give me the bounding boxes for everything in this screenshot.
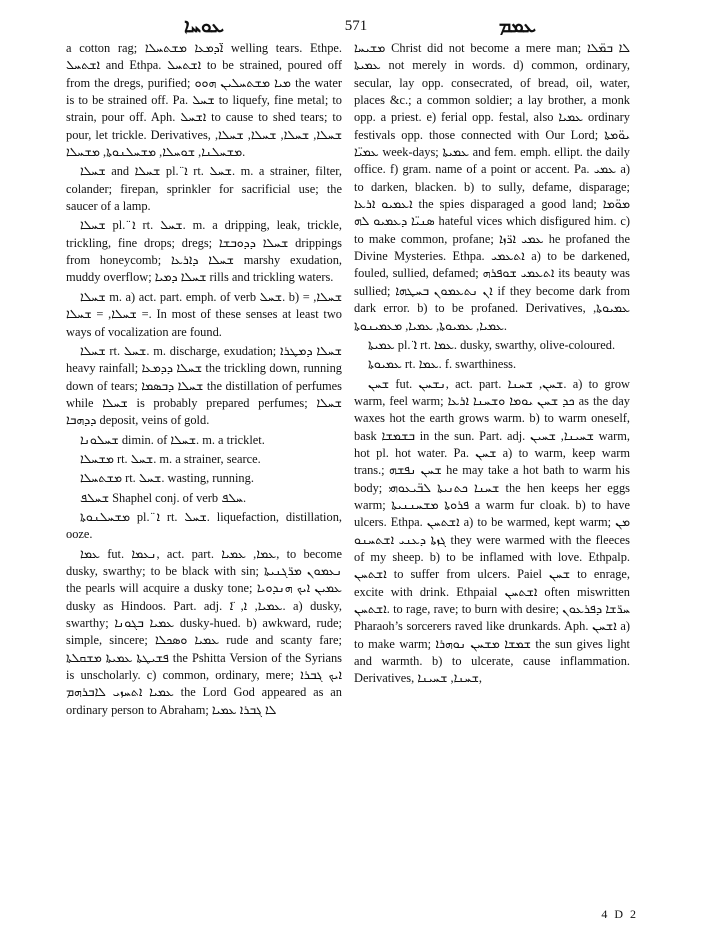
dictionary-entry: ܫܚܠܐ pl. ̈ܐ rt. ܫܚܠ. m. a dripping, leak, trickle, trickling, fine drops; dregs; ܫܚܠܐ ܕܕܘܒܫܐ drippings from honeycomb; ܫܚܠܐ ܕܐܪܥܐ marshy exudation, muddy overflow; ܫܚܠܐ ܕܡܝܐ rills and trickling waters. [66,218,342,285]
page-header [66,14,646,40]
dictionary-entry: ܥܡܐ fut. ܢܥܡܐ, act. part. ܥܡܐ, ܥܡܝܐ, to become dusky, swarthy; to be black with sin; ܢܥܡܘܢ ܡܪ̈ܓܢܝܬܐ the pearls will acquire a dusky tone; ܥܡܝܢ ܐܝܟ ܗܢܕܘܝܐ dusky as Hindoos. Part. adj. ܥܡܝܐ, ܐ, ̈ܐ. a) dusky, swarthy; ܥܡܝܐ ܒܓܘܢܐ dusky-hued. b) awkward, rude; simple, sincere; ܥܡܝܐ ܘܣܟܠܐ rude and scanty fare; ܦܫܝܛܬܐ ܥܡܝܬܐ ܡܫܩܠܬܐ the Pshitta Version of the Syrians is unscholarly. c) common, ordinary, mere; ܐܝܟ ܓܒܪܐ ܥܡܝܐ ܐܬܚܙܝ ܠܐܒܪܗܡ the Lord God appeared as an ordinary person to Abraham; ܠܐ ܓܒܪܐ ܥܡܝܐ [66,546,342,717]
dictionary-entry: ܥܡܝܬܐ pl. ̈ܐ rt. ܥܡܐ. dusky, swarthy, olive-coloured. [368,337,616,352]
entry-continuation: a cotton rag; ܐ̈ܕܡܥܐ ܡܫܬܚܠܐ welling tears. Ethpe. ܐܫܬܚܠ and Ethpa. ܐܫܬܚܠ to be strained, poured off from the dregs, purified; ܡܝܐ ܡܫܬܚܠܝܢ ܗܘܘ the water is to be strained off. Pa. ܫܚܠ to liquefy, fine metal; to strain, pour off. Aph. ܐܫܚܠ to cause to shed tears; to pour, let trickle. Derivatives, ܫܚܠܐ, ܫܚܠܐ, ܫܚܠܐ, ܫܚܠܐ, ܡܫܚܠܢܐ, ܫܘܚܠܐ, ܡܫܚܠܢܘܬܐ, ܡܫܚܠܐ. [66,41,342,160]
dictionary-entry: ܫܚܠܦ Shaphel conj. of verb ܚܠܦ. [80,490,247,505]
dictionary-entry: ܫܚܠܐ rt. ܫܚܠ. m. discharge, exudation; ܫܚܠܐ ܕܡܛܪܐ heavy rainfall; ܫܚܠܐ ܕܕܡܥܐ the trickling down, running down of tears; ܫܚܠܐ ܕܒܣܡܐ the distillation of perfumes while ܫܚܠܐ is probably prepared perfumes; ܫܚܠܐ ܕܕܗܒܐ deposit, veins of gold. [66,343,342,428]
left-running-headword: ܥܘܚܐ [184,16,224,37]
right-running-headword: ܥܡܡ [498,16,536,37]
dictionary-entry: ܫܚܠܐ and ܫܚܠܐ pl. ̈ܐ rt. ܫܚܠ. m. a strainer, filter, colander; firepan, sprinkler for sacrificial use; the saucer of a lamp. [66,164,342,214]
dictionary-entry: ܡܫܚܠܐ rt. ܫܚܠ. m. a strainer, searce. [80,451,261,466]
right-column [354,40,630,688]
page-number: 571 [344,18,368,34]
entry-continuation: ܡܫܝܚܐ Christ did not become a mere man; ܠܐ ܒܡ̈ܠܐ ܥܡܝܬܐ not merely in words. d) common, ordinary, secular, lay opp. consecrated, of bread, oil, water, places &c.; a common soldier; a lay brother, a monk opp. a priest. e) ferial opp. festal, also ܥܡܝܐ ordinary festivals opp. those connected with Our Lord; ܝܘ̈ܡܬܐ ܥܡܝ̈ܐ week-days; ܥܡܝܬܐ and fem. emph. ellipt. the daily office. f) gram. name of a point or accent. Pa. ܥܡܝ a) to darken, blacken. b) to sully, defame, disparage; ܐܥܡܝܘ ܐܪܥܐ the spies disparaged a good land; ܡܘ̈ܡܐ ܣܢܝ̈ܐ ܕܥܡܝܘ ܠܗ hateful vices which disfigured him. c) to make common, profane; ܥܡܝ ܐܪ̈ܙܐ he profaned the Divine Mysteries. Ethpa. ܐܬܥܡܝ a) to be darkened, fouled, sullied, defamed; ܐܬܥܡܝ ܫܘܦܪܗ its beauty was sullied; ܐܢ ܢܬܥܡܘܢ ܒܚܛܗܐ if they become dark from dark error. b) to be profaned. Derivatives, ܥܡܝܘܬܐ, ܥܡܝܐ, ܥܡܝܘܬܐ, ܥܡܝܐ, ܡܥܡܝܢܘܬܐ. [354,41,630,333]
dictionary-entry: ܫܚܢ fut. ܢܫܚܢ, act. part. ܫܚܢ, ܫܚܢܐ. a) to grow warm, feel warm; ܟܕ ܫܚܢ ܝܘܡܐ ܘܫܚܢܐ ܐܪܥܐ as the day waxes hot the earth grows warm. b) to warm oneself, bask ܒܫܡܫܐ in the sun. Part. adj. ܫܚܝܢܐ, ܫܚܝܢ warm, hot pl. hot water. Pa. ܫܚܢ a) to warm, keep warm trans.; ܫܚܢ ܢܦܫܗ he may take a hot bath to warm his body; ܫܚܢܐ ܟܬܢܝܬܐ ܠܒ̈ܝܥܘܗܝ the hen keeps her eggs warm; ܦܪܘܬܐ ܡܫܚܢܢܝܬܐ a warm fur cloak. b) to have ulcers. Ethpa. ܐܫܬܚܢ a) to be warmed, kept warm; ܡܢ ܓܙܬܐ ܕܥܢܝ ܐܫܬܚܢܘ they were warmed with the fleeces of my sheep. b) to be inflamed with love. Ethpalp. ܐܫܬܚܢ to suffer from ulcers. Paiel ܫܚܢ to enrage, excite with drink. Ethpaial ܐܫܬܚܢ often miswritten ܐܫܬܚܢ. to rage, rave; to burn with desire; ܚܪ̈ܫܐ ܕܦܪܥܘܢ Pharaoh’s sorcerers raved like drunkards. Aph. ܐܫܚܢ a) to make warm; ܫܡܫܐ ܡܫܚܢ ܢܘܗܪܐ the sun gives light and warmth. b) to ulcerate, cause inflammation. Derivatives, ܫܚܢܐ, ܫܚܝܢܐ, [354,376,630,686]
dictionary-entry: ܡܫܚܠܢܘܬܐ pl. ̈ܐ rt. ܫܚܠ. liquefaction, distillation, ooze. [66,509,342,542]
dictionary-entry: ܥܡܝܘܬܐ rt. ܥܡܐ. f. swarthiness. [368,357,517,372]
dictionary-entry: ܡܫܬܚܠܐ rt. ܫܚܠ. wasting, running. [80,471,254,486]
signature-mark: 4 D 2 [601,907,638,921]
dictionary-entry: ܫܚܠܐ m. a) act. part. emph. of verb ܫܚܠ. b) = ܫܚܠܐ, = ܫܚܠܐ, = ܫܚܠܐ. In most of these senses at least two ways of vocalization are found. [66,289,342,339]
dictionary-entry: ܫܚܠܘܢܐ dimin. of ܫܚܠܐ. m. a tricklet. [80,432,265,447]
left-column [66,40,342,719]
